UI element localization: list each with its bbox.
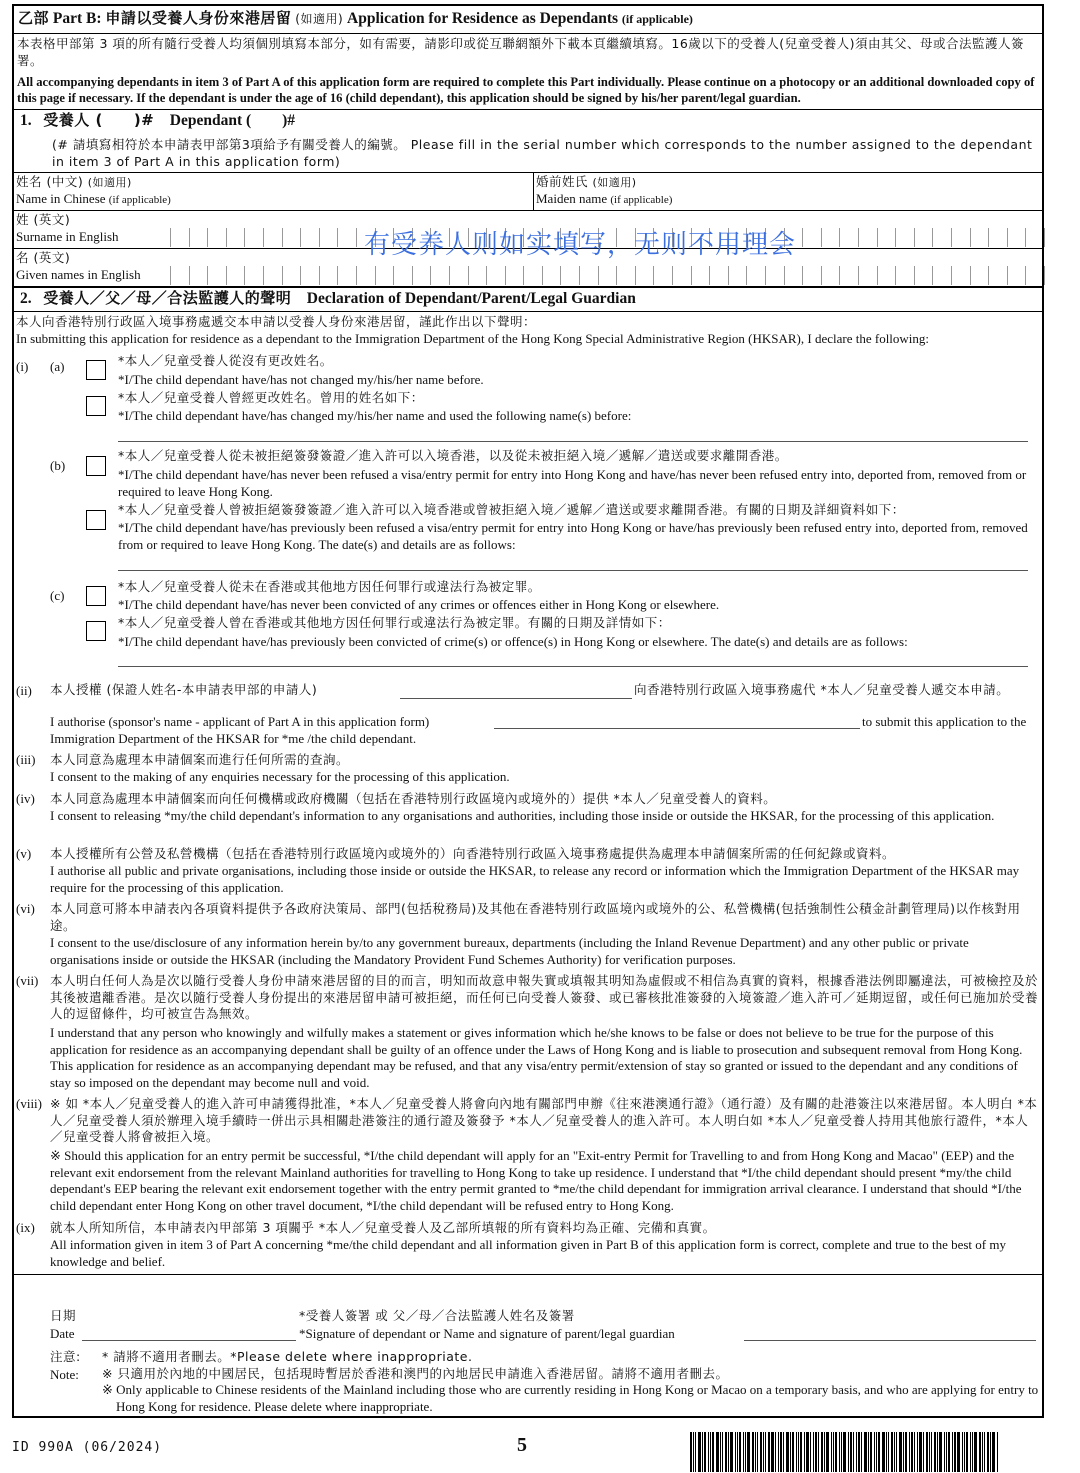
barcode-bar — [695, 1432, 696, 1472]
date-label-en: Date — [50, 1326, 75, 1341]
section1-number: 1. — [20, 112, 32, 129]
barcode-bar — [909, 1432, 910, 1472]
barcode-bar — [952, 1432, 953, 1472]
iv-en: I consent to releasing *my/the child dependant's information to any organisations and authorities, including those inside or outside the HKSAR, for the processing of this application. — [50, 808, 995, 823]
barcode-bar — [824, 1432, 825, 1472]
barcode-bar — [868, 1432, 869, 1472]
applicable-zh: (如適用) — [295, 12, 344, 26]
b1-en: *I/The child dependant have/has never been refused a visa/entry permit for entry into Hong Kong and have/has never been refused entry into, deported from, removed from or required to leave Hong Kong. — [118, 467, 1027, 499]
barcode-bar — [894, 1432, 895, 1472]
barcode-bar — [856, 1432, 857, 1472]
barcode-bar — [730, 1432, 733, 1472]
form-id: ID 990A (06/2024) — [12, 1440, 163, 1455]
barcode — [690, 1432, 1045, 1472]
section2-intro-zh: 本人向香港特別行政區入境事務處遞交本申請以受養人身份來港居留，謹此作出以下聲明： — [16, 314, 537, 329]
checkbox-c1[interactable] — [86, 586, 106, 606]
barcode-bar — [763, 1432, 764, 1472]
item-ix-label: (ix) — [16, 1220, 35, 1235]
barcode-bar — [923, 1432, 924, 1472]
barcode-bar — [966, 1432, 968, 1472]
barcode-bar — [792, 1432, 794, 1472]
barcode-bar — [972, 1432, 973, 1472]
page-number: 5 — [517, 1434, 527, 1456]
barcode-bar — [783, 1432, 784, 1472]
barcode-bar — [891, 1432, 893, 1472]
c1-en: *I/The child dependant have/has never been convicted of any crimes or offences either in Hong Kong or elsewhere. — [118, 597, 720, 612]
c1-zh: *本人／兒童受養人從未在香港或其他地方因任何罪行或違法行為被定罪。 — [118, 579, 541, 594]
checkbox-c2[interactable] — [86, 621, 106, 641]
barcode-bar — [954, 1432, 956, 1472]
item-a-label: (a) — [50, 359, 65, 374]
barcode-bar — [810, 1432, 811, 1472]
date-label-zh: 日期 — [50, 1308, 77, 1323]
barcode-bar — [735, 1432, 736, 1472]
barcode-bar — [929, 1432, 930, 1472]
barcode-bar — [796, 1432, 797, 1472]
barcode-bar — [962, 1432, 963, 1472]
title-zh: 申請以受養人身份來港居留 — [105, 9, 292, 27]
barcode-bar — [798, 1432, 799, 1472]
barcode-bar — [765, 1432, 766, 1472]
barcode-bar — [743, 1432, 744, 1472]
barcode-bar — [974, 1432, 977, 1472]
barcode-bar — [964, 1432, 965, 1472]
barcode-bar — [926, 1432, 928, 1472]
part-label-zh: 乙部 — [18, 9, 50, 27]
checkbox-b1[interactable] — [86, 456, 106, 476]
barcode-bar — [919, 1432, 922, 1472]
note-label-en: Note: — [50, 1367, 79, 1382]
item-iv-label: (iv) — [16, 791, 35, 806]
barcode-bar — [888, 1432, 889, 1472]
section1-note: (# 請填寫相符於本申請表甲部第3項給予有關受養人的編號。 Please fill in the serial number which corresponds to the number assigned to the dependant in item 3 of Part A in this application form) — [52, 137, 1033, 169]
maiden-zh: 婚前姓氏 — [536, 174, 589, 189]
chinese-name-label-en — [16, 191, 171, 209]
barcode-bar — [870, 1432, 872, 1472]
chinese-name-zh: 姓名 (中文) — [16, 174, 84, 189]
barcode-bar — [934, 1432, 936, 1472]
barcode-bar — [722, 1432, 723, 1472]
surname-label-zh: 姓 (英文) — [16, 212, 71, 227]
barcode-bar — [882, 1432, 885, 1472]
barcode-bar — [853, 1432, 854, 1472]
barcode-bar — [843, 1432, 846, 1472]
viii-zh: ※ 如 *本人／兒童受養人的進入許可申請獲得批准，*本人／兒童受養人將會向內地有關部門申辦《往來港澳通行證》（通行證）及有關的赴港簽注以來港居留。本人明白 *本人／兒童受養人須於辦理入境手續時一併出示具相關赴港簽注的通行證及簽發予 *本人／兒童受養人的進入許可。本人明白如 *本人／兒童受養人持用其他旅行證件，*本人／兒童受養人將會被拒入境。 — [50, 1096, 1038, 1144]
barcode-bar — [850, 1432, 852, 1472]
barcode-bar — [771, 1432, 774, 1472]
item-c-label: (c) — [50, 588, 65, 603]
note-label-zh: 注意: — [50, 1349, 81, 1364]
c2-zh: *本人／兒童受養人曾在香港或其他地方因任何罪行或違法行為被定罪。有關的日期及詳情如下： — [118, 615, 671, 630]
barcode-bar — [848, 1432, 849, 1472]
barcode-bar — [896, 1432, 897, 1472]
barcode-bar — [835, 1432, 837, 1472]
viii-en: ※ Should this application for an entry permit be successful, *I/the child dependant will apply for an "Exit-entry Permit for Travelling to and from Hong Kong and Macao" (EEP) and the relevant exit endorsement from the relevant Mainland authorities for travelling to Hong Kong to take up residence. I understand that *I/the child dependant should present *my/the child dependant's EEP bearing the relevant exit endorsement together with the entry permit granted to *me/the child dependant for immigration arrival clearance. I understand that should *I/the child dependant enter Hong Kong on other travel document, *I/the child dependant will be refused entry to Hong Kong. — [50, 1148, 1022, 1213]
c2-en: *I/The child dependant have/has previously been convicted of crime(s) or offence(s) in Hong Kong or elsewhere. The date(s) and details are as follows: — [118, 634, 908, 649]
barcode-bar — [778, 1432, 779, 1472]
item-viii-label: (viii) — [16, 1096, 42, 1111]
title-en: Application for Residence as Dependants — [347, 10, 619, 27]
barcode-bar — [886, 1432, 887, 1472]
barcode-bar — [755, 1432, 756, 1472]
barcode-bar — [821, 1432, 823, 1472]
barcode-bar — [997, 1432, 998, 1472]
a1-zh: *本人／兒童受養人從沒有更改姓名。 — [118, 353, 333, 368]
vii-zh: 本人明白任何人為是次以隨行受養人身份申請來港居留的目的而言，明知而故意申報失實或填報其明知為虛假或不相信為真實的資料，根據香港法例即屬違法，可被檢控及於其後被遣離香港。是次以隨行受養人身份提出的來港居留申請可被拒絕，而任何已向受養人簽發、或已審核批准簽發的入境簽證／進入許可／延期逗留，或任何已施加於受養人的逗留條件，均可被宣告為無效。 — [50, 973, 1039, 1021]
item-iii-label: (iii) — [16, 752, 36, 767]
barcode-bar — [826, 1432, 829, 1472]
barcode-bar — [944, 1432, 945, 1472]
iii-zh: 本人同意為處理本申請個案而進行任何所需的查詢。 — [50, 752, 350, 767]
barcode-bar — [899, 1432, 902, 1472]
barcode-bar — [745, 1432, 746, 1472]
barcode-bar — [979, 1432, 981, 1472]
barcode-bar — [970, 1432, 971, 1472]
note-2-zh: ※ 只適用於內地的中國居民，包括現時暫居於香港和澳門的內地居民申請進入香港居留。請將不適用者刪去。 — [102, 1366, 729, 1381]
part-label-en: Part B: — [52, 10, 102, 27]
barcode-bar — [858, 1432, 860, 1472]
barcode-bar — [841, 1432, 842, 1472]
intro-zh: 本表格甲部第 3 項的所有隨行受養人均須個別填寫本部分，如有需要，請影印或從互聯網額外下載本頁繼續填寫。16歲以下的受養人(兒童受養人)須由其父、母或合法監護人簽署。 — [17, 36, 1025, 68]
barcode-bar — [815, 1432, 817, 1472]
barcode-bar — [982, 1432, 983, 1472]
maiden-zh-app: (如適用) — [592, 176, 637, 189]
barcode-bar — [984, 1432, 985, 1472]
item-ii-label: (ii) — [16, 683, 32, 698]
barcode-bar — [903, 1432, 904, 1472]
chinese-name-en: Name in Chinese — [16, 191, 106, 206]
barcode-bar — [728, 1432, 729, 1472]
form-part-b — [12, 4, 1044, 1418]
a2-en: *I/The child dependant have/has changed my/his/her name and used the following name(s) before: — [118, 408, 632, 423]
given-label-en: Given names in English — [16, 267, 141, 282]
v-zh: 本人授權所有公營及私營機構（包括在香港特別行政區境內或境外的）向香港特別行政區入境事務處提供為處理本申請個案所需的任何紀錄或資料。 — [50, 846, 896, 861]
barcode-bar — [757, 1432, 758, 1472]
barcode-bar — [948, 1432, 950, 1472]
section1-title-zh: 受養人 ( )# — [43, 111, 155, 129]
a2-zh: *本人／兒童受養人曾經更改姓名。曾用的姓名如下： — [118, 390, 424, 405]
chinese-name-zh-app: (如適用) — [87, 176, 132, 189]
section2-title-en: Declaration of Dependant/Parent/Legal Guardian — [306, 290, 636, 307]
surname-label-en: Surname in English — [16, 229, 119, 244]
barcode-bar — [790, 1432, 791, 1472]
barcode-bar — [737, 1432, 738, 1472]
barcode-bar — [720, 1432, 721, 1472]
sign-label-en: *Signature of dependant or Name and signature of parent/legal guardian — [299, 1326, 675, 1341]
barcode-bar — [914, 1432, 915, 1472]
barcode-bar — [780, 1432, 782, 1472]
barcode-bar — [813, 1432, 814, 1472]
note-2-en: ※ Only applicable to Chinese residents of the Mainland including those who are currently residing in Hong Kong or Macao on a temporary basis, and who are applying for entry to Hong Kong for residence. Please delete where inappropriate. — [102, 1382, 1039, 1414]
barcode-bar — [861, 1432, 862, 1472]
section1-header — [20, 112, 295, 130]
iv-zh: 本人同意為處理本申請個案而向任何機構或政府機關（包括在香港特別行政區境內或境外的）提供 *本人／兒童受養人的資料。 — [50, 791, 777, 806]
barcode-bar — [937, 1432, 938, 1472]
a1-en: *I/The child dependant have/has not changed my/his/her name before. — [118, 372, 484, 387]
checkbox-b2[interactable] — [86, 510, 106, 530]
barcode-bar — [806, 1432, 809, 1472]
maiden-en-app: (if applicable) — [610, 194, 673, 206]
barcode-bar — [775, 1432, 776, 1472]
barcode-bar — [911, 1432, 913, 1472]
section2-title-zh: 受養人／父／母／合法監護人的聲明 — [43, 289, 292, 307]
barcode-bar — [800, 1432, 802, 1472]
barcode-bar — [905, 1432, 907, 1472]
vii-en: I understand that any person who knowingly and wilfully makes a statement or gives information which he/she knows to be false or does not believe to be true for the purpose of this application for residence as an accompanying dependant shall be guilty of an offence under the Laws of Hong Kong and is liable to prosecution and subsequent removal from Hong Kong. This application for residence as an accompanying dependant may be refused, and that any visa/entry permit/extension of stay so granted or issued to the dependant and any conditions of stay so imposed on the dependant may become null and void. — [50, 1025, 1023, 1090]
barcode-bar — [712, 1432, 714, 1472]
v-en: I authorise all public and private organisations, including those inside or outside the HKSAR, to release any record or information which the Immigration Department of the HKSAR may require for the processing of this application. — [50, 863, 1020, 895]
barcode-bar — [818, 1432, 819, 1472]
chinese-name-en-app: (if applicable) — [108, 194, 171, 206]
note-1: * 請將不適用者刪去。*Please delete where inappropriate. — [102, 1349, 473, 1364]
barcode-bar — [702, 1432, 703, 1472]
signature-line[interactable] — [744, 1340, 1036, 1341]
part-title — [18, 10, 693, 28]
barcode-bar — [760, 1432, 762, 1472]
barcode-bar — [708, 1432, 709, 1472]
item-v-label: (v) — [16, 846, 32, 861]
barcode-bar — [931, 1432, 932, 1472]
barcode-bar — [725, 1432, 727, 1472]
checkbox-a2[interactable] — [86, 396, 106, 416]
barcode-bar — [739, 1432, 741, 1472]
maiden-label-zh — [536, 174, 637, 192]
iii-en: I consent to the making of any enquiries necessary for the processing of this application. — [50, 769, 510, 784]
item-i-label: (i) — [16, 359, 29, 374]
ii-zh-b: 向香港特別行政區入境事務處代 *本人／兒童受養人遞交本申請。 — [634, 682, 1010, 697]
barcode-bar — [957, 1432, 960, 1472]
section2-intro-en: In submitting this application for residence as a dependant to the Immigration Department of the Hong Kong Special Administrative Region (HKSAR), I declare the following: — [16, 331, 930, 346]
intro-en: All accompanying dependants in item 3 of Part A of this application form are required to complete this Part individually. Please continue on a photocopy or an additional downloaded copy of this page if necessary. If the dependant is under the age of 16 (child dependant), this application should be signed by his/her parent/legal guardian. — [17, 75, 1035, 105]
ii-zh-a: 本人授權 (保證人姓名-本申請表甲部的申請人) — [50, 682, 318, 697]
barcode-bar — [690, 1432, 692, 1472]
barcode-bar — [698, 1432, 701, 1472]
barcode-bar — [693, 1432, 694, 1472]
checkbox-a1[interactable] — [86, 360, 106, 380]
item-vi-label: (vi) — [16, 901, 35, 916]
item-vii-label: (vii) — [16, 973, 39, 988]
barcode-bar — [704, 1432, 706, 1472]
barcode-bar — [710, 1432, 711, 1472]
applicable-en: (if applicable) — [621, 12, 693, 26]
ii-en-a: I authorise (sponsor's name - applicant of Part A in this application form) — [50, 714, 430, 729]
barcode-bar — [939, 1432, 942, 1472]
section1-title-en: Dependant ( )# — [169, 112, 296, 129]
barcode-bar — [864, 1432, 867, 1472]
section2-number: 2. — [20, 290, 32, 307]
barcode-bar — [874, 1432, 875, 1472]
barcode-bar — [946, 1432, 947, 1472]
barcode-bar — [839, 1432, 840, 1472]
barcode-bar — [917, 1432, 918, 1472]
barcode-bar — [716, 1432, 719, 1472]
barcode-bar — [833, 1432, 834, 1472]
maiden-label-en — [536, 191, 672, 209]
ix-en: All information given in item 3 of Part A concerning *me/the child dependant and all information given in Part B of this application form is correct, complete and true to the best of my knowledge and belief. — [50, 1237, 1006, 1269]
b2-en: *I/The child dependant have/has previously been refused a visa/entry permit for entry into Hong Kong or have/has previously been refused entry into, deported from, removed from or required to leave Hong Kong. The date(s) and details are as follows: — [118, 520, 1028, 552]
vi-en: I consent to the use/disclosure of any information herein by/to any government bureaux, departments (including the Inland Revenue Department) and any other public or private organisations inside or outside the HKSAR (including the Mandatory Provident Fund Schemes Authority) for verification purposes. — [50, 935, 969, 967]
barcode-bar — [987, 1432, 989, 1472]
sign-label-zh: *受養人簽署 或 父／母／合法監護人姓名及簽署 — [299, 1308, 575, 1323]
barcode-bar — [992, 1432, 995, 1472]
b2-zh: *本人／兒童受養人曾被拒絕簽發簽證／進入許可以入境香港或曾被拒絕入境／遞解／遣送或要求離開香港。有關的日期及詳細資料如下： — [118, 502, 905, 517]
date-line[interactable] — [82, 1340, 296, 1341]
barcode-bar — [786, 1432, 789, 1472]
barcode-bar — [804, 1432, 805, 1472]
barcode-bar — [752, 1432, 754, 1472]
barcode-bar — [831, 1432, 832, 1472]
given-label-zh: 名 (英文) — [16, 250, 71, 265]
barcode-bar — [876, 1432, 877, 1472]
b1-zh: *本人／兒童受養人從未被拒絕簽發簽證／進入許可以入境香港，以及從未被拒絕入境／遞解／遣送或要求離開香港。 — [118, 448, 788, 463]
maiden-en: Maiden name — [536, 191, 608, 206]
barcode-bar — [768, 1432, 770, 1472]
ii-en-b: to submit this application to the Immigration Department of the HKSAR for *me /the child dependant. — [50, 714, 1027, 746]
ix-zh: 就本人所知所信，本申請表內甲部第 3 項關乎 *本人／兒童受養人及乙部所填報的所有資料均為正確、完備和真實。 — [50, 1220, 716, 1235]
barcode-bar — [990, 1432, 991, 1472]
chinese-name-label-zh — [16, 174, 132, 192]
barcode-bar — [878, 1432, 880, 1472]
item-b-label: (b) — [50, 458, 66, 473]
barcode-bar — [747, 1432, 750, 1472]
vi-zh: 本人同意可將本申請表內各項資料提供予各政府決策局、部門(包括稅務局)及其他在香港特別行政區境內或境外的公、私營機構(包括強制性公積金計劃管理局)以作核對用途。 — [50, 901, 1021, 933]
given-cells[interactable] — [170, 266, 1063, 285]
section2-header — [20, 290, 636, 308]
handwritten-annotation: 有受养人则如实填写，无则不用理会 — [364, 230, 797, 260]
